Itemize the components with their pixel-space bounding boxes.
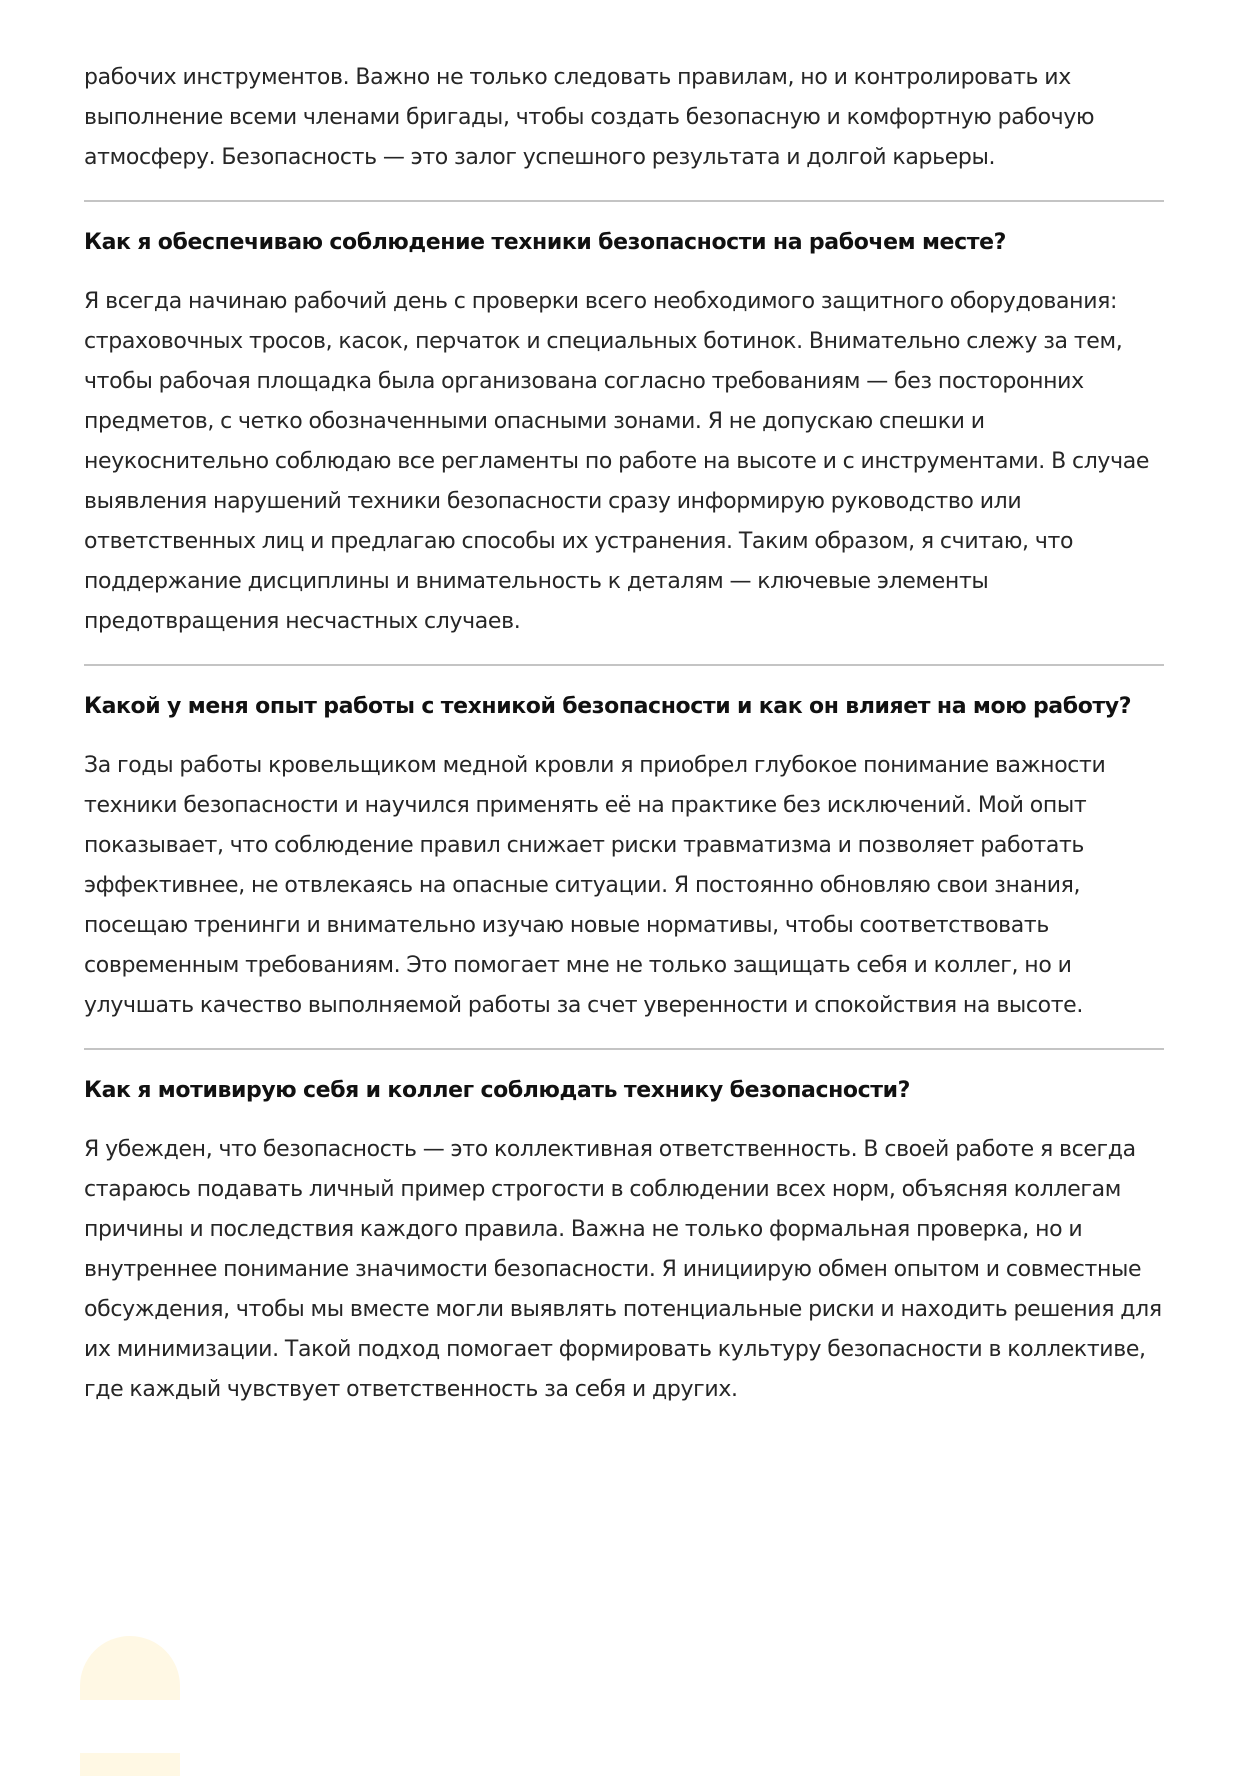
faq-section-safety-compliance (84, 228, 1164, 642)
section-question: Как я мотивирую себя и коллег соблюдать технику безопасности? (84, 1078, 910, 1103)
page-bottom-edge (0, 1700, 1239, 1753)
section-answer: За годы работы кровельщиком медной кровли я приобрел глубокое понимание важности техники безопасности и научился применять её на практике без исключений. Мой опыт показывает, что соблюдение правил снижает риски травматизма и позволяет работать эффективнее, не отвлекаясь на опасные ситуации. Я постоянно обновляю свои знания, посещаю тренинги и внимательно изучаю новые нормативы, чтобы соответствовать современным требованиям. Это помогает мне не только защищать себя и коллег, но и улучшать качество выполняемой работы за счет уверенности и спокойствия на высоте. (84, 753, 1106, 1018)
intro-paragraph: рабочих инструментов. Важно не только следовать правилам, но и контролировать их выполнение всеми членами бригады, чтобы создать безопасную и комфортную рабочую атмосферу. Безопасность — это залог успешного результата и долгой карьеры. (84, 65, 1095, 170)
document-page (84, 58, 1164, 1410)
section-question: Какой у меня опыт работы с техникой безопасности и как он влияет на мою работу? (84, 694, 1132, 719)
faq-section-safety-experience (84, 692, 1164, 1026)
section-divider (84, 664, 1164, 666)
section-divider (84, 200, 1164, 202)
section-question: Как я обеспечиваю соблюдение техники безопасности на рабочем месте? (84, 230, 1006, 255)
section-divider (84, 1048, 1164, 1050)
section-answer: Я убежден, что безопасность — это коллективная ответственность. В своей работе я всегда стараюсь подавать личный пример строгости в соблюдении всех норм, объясняя коллегам причины и последствия каждого правила. Важна не только формальная проверка, но и внутреннее понимание значимости безопасности. Я инициирую обмен опытом и совместные обсуждения, чтобы мы вместе могли выявлять потенциальные риски и находить решения для их минимизации. Такой подход помогает формировать культуру безопасности в коллективе, где каждый чувствует ответственность за себя и других. (84, 1137, 1162, 1402)
section-answer: Я всегда начинаю рабочий день с проверки всего необходимого защитного оборудования: страховочных тросов, касок, перчаток и специальных ботинок. Внимательно слежу за тем, чтобы рабочая площадка была организована согласно требованиям — без посторонних предметов, с четко обозначенными опасными зонами. Я не допускаю спешки и неукоснительно соблюдаю все регламенты по работе на высоте и с инструментами. В случае выявления нарушений техники безопасности сразу информирую руководство или ответственных лиц и предлагаю способы их устранения. Таким образом, я считаю, что поддержание дисциплины и внимательность к деталям — ключевые элементы предотвращения несчастных случаев. (84, 289, 1150, 634)
faq-section-safety-motivation (84, 1076, 1164, 1410)
